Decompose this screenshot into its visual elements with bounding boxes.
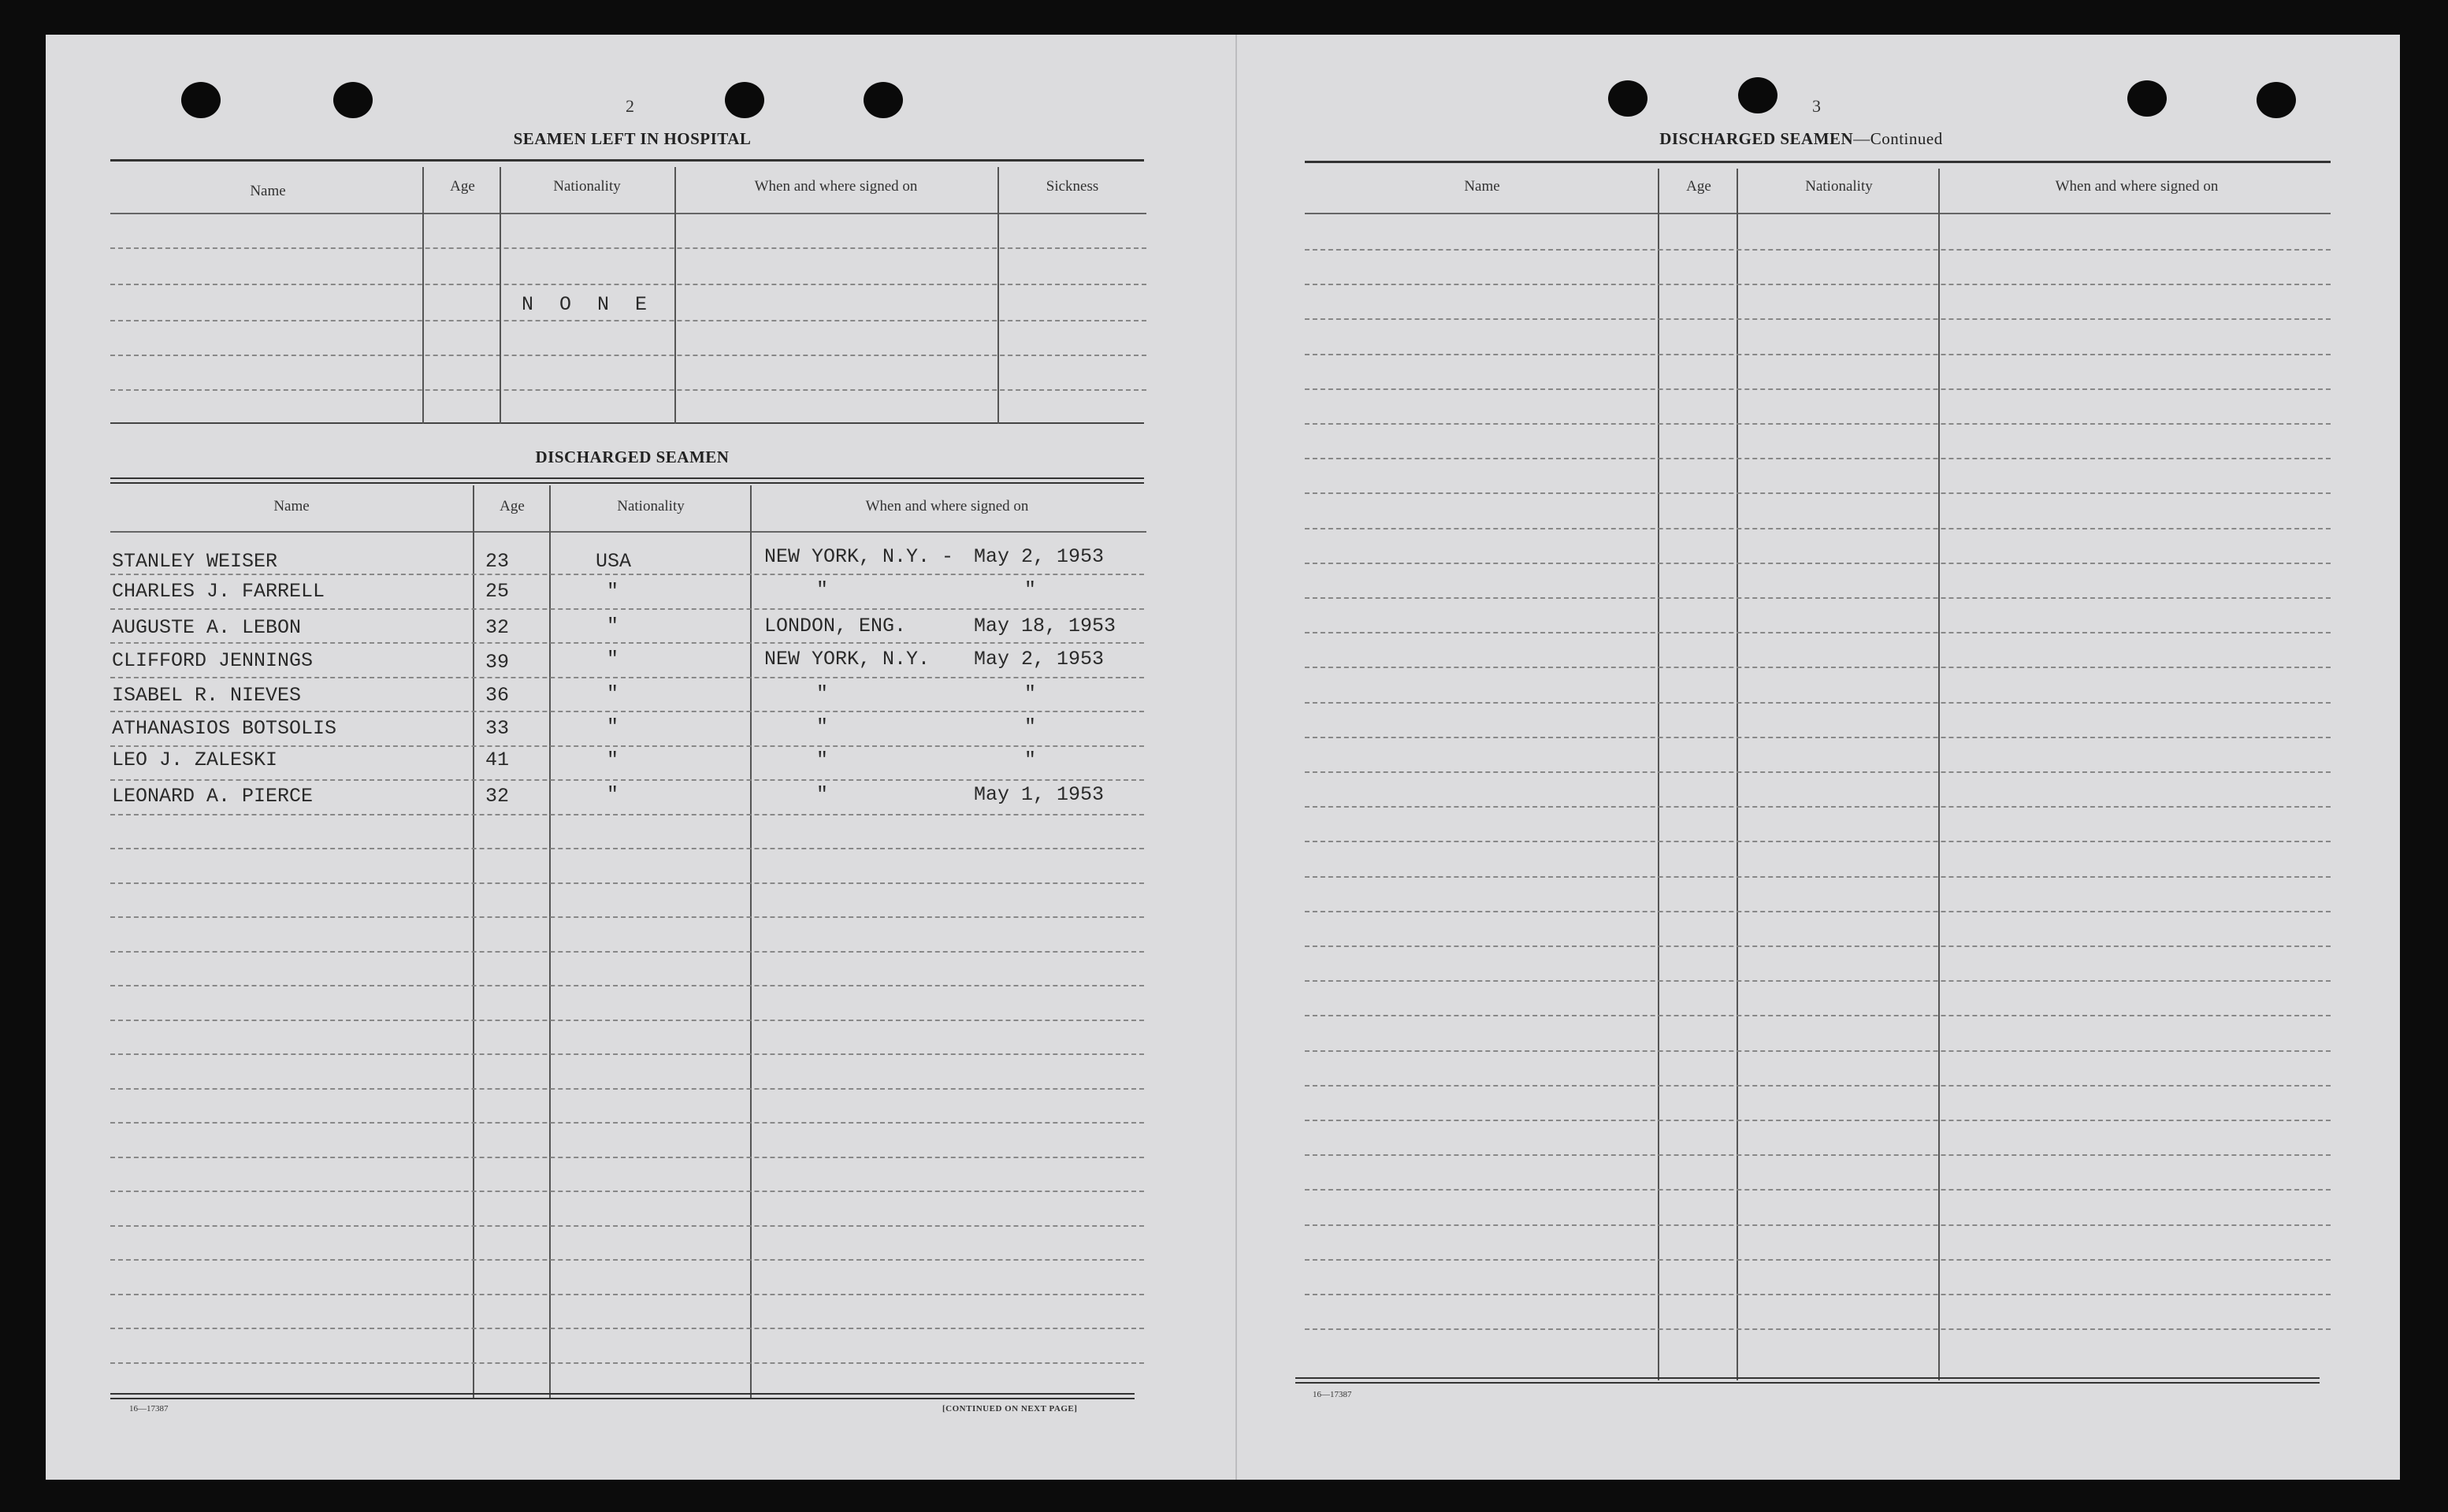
ruled-line: [110, 1020, 1144, 1021]
seaman-nationality: ": [607, 783, 619, 806]
ruled-line: [1305, 1154, 2331, 1156]
ruled-line: [110, 848, 1144, 849]
seaman-nationality: ": [607, 749, 619, 771]
discharged-column-divider: [473, 485, 474, 1398]
ruled-line: [1305, 318, 2331, 320]
ruled-line: [110, 677, 1144, 678]
ruled-line: [110, 916, 1144, 918]
ruled-line: [110, 1225, 1144, 1227]
right-column-divider: [1658, 169, 1659, 1380]
hospital-header-rule: [110, 213, 1146, 214]
form-code-right: 16—17387: [1313, 1390, 1352, 1399]
ruled-line: [1305, 1050, 2331, 1052]
hospital-header-nationality: Nationality: [553, 178, 621, 195]
ruled-line: [1305, 945, 2331, 947]
ruled-line: [110, 985, 1144, 986]
page-number-left: 2: [626, 96, 634, 116]
seaman-signed-place: NEW YORK, N.Y.: [764, 648, 931, 671]
seaman-signed-date: ": [1024, 578, 1037, 601]
ruled-line: [1305, 1189, 2331, 1191]
right-bottom-rule: [1295, 1377, 2320, 1384]
hospital-column-divider: [500, 167, 501, 424]
discharged-header-nationality: Nationality: [617, 498, 685, 515]
ruled-line: [110, 574, 1144, 575]
ruled-line: [1305, 806, 2331, 808]
discharged-header-age: Age: [500, 498, 525, 515]
seaman-name: LEO J. ZALESKI: [112, 749, 278, 771]
seaman-name: LEONARD A. PIERCE: [112, 785, 314, 808]
seaman-age: 25: [485, 580, 510, 603]
right-header-nationality: Nationality: [1805, 178, 1873, 195]
ruled-line: [1305, 1120, 2331, 1121]
hospital-entry-none: N O N E: [522, 293, 655, 316]
ruled-line: [1305, 1328, 2331, 1330]
right-section-title-continued: —Continued: [1853, 129, 1943, 148]
ruled-line: [110, 1362, 1144, 1364]
seaman-age: 41: [485, 749, 510, 771]
ruled-line: [1305, 1085, 2331, 1087]
ruled-line: [110, 882, 1144, 884]
discharged-column-divider: [750, 485, 752, 1398]
ruled-line: [1305, 1224, 2331, 1226]
seaman-signed-date: ": [1024, 715, 1037, 738]
seaman-nationality: ": [607, 682, 619, 705]
ruled-line: [110, 814, 1144, 815]
right-header-rule: [1305, 213, 2331, 214]
right-section-title-main: DISCHARGED SEAMEN: [1659, 129, 1854, 148]
hospital-top-rule: [110, 159, 1144, 162]
seaman-age: 23: [485, 550, 510, 573]
hospital-row-line: [110, 284, 1146, 285]
seaman-age: 36: [485, 684, 510, 707]
seaman-signed-place: ": [816, 783, 829, 806]
seaman-nationality: ": [607, 615, 619, 637]
ruled-line: [1305, 632, 2331, 633]
seaman-signed-date: ": [1024, 749, 1037, 771]
ruled-line: [1305, 1294, 2331, 1295]
seaman-signed-place: ": [816, 682, 829, 705]
ruled-line: [1305, 771, 2331, 773]
punch-hole: [2127, 80, 2167, 117]
seaman-signed-place: ": [816, 715, 829, 738]
ruled-line: [1305, 841, 2331, 842]
ruled-line: [1305, 528, 2331, 529]
right-header-age: Age: [1686, 178, 1711, 195]
ruled-line: [1305, 702, 2331, 704]
discharged-top-rule: [110, 477, 1144, 484]
ruled-line: [110, 1053, 1144, 1055]
seaman-name: CHARLES J. FARRELL: [112, 580, 325, 603]
ruled-line: [1305, 423, 2331, 425]
ruled-line: [1305, 284, 2331, 285]
right-top-rule: [1305, 161, 2331, 163]
ruled-line: [110, 1157, 1144, 1158]
ruled-line: [110, 1259, 1144, 1261]
hospital-header-name: Name: [250, 183, 286, 199]
ruled-line: [110, 1294, 1144, 1295]
ruled-line: [1305, 667, 2331, 668]
ruled-line: [110, 608, 1144, 610]
ruled-line: [110, 745, 1144, 747]
punch-hole: [1608, 80, 1647, 117]
seaman-signed-place: NEW YORK, N.Y. -: [764, 545, 954, 568]
ruled-line: [1305, 911, 2331, 912]
hospital-row-line: [110, 320, 1146, 321]
seaman-name: ATHANASIOS BOTSOLIS: [112, 717, 337, 740]
seaman-age: 39: [485, 651, 510, 674]
punch-hole: [333, 82, 373, 118]
ruled-line: [110, 951, 1144, 953]
seaman-age: 33: [485, 717, 510, 740]
hospital-row-line: [110, 247, 1146, 249]
seaman-signed-date: ": [1024, 682, 1037, 705]
right-column-divider: [1938, 169, 1940, 1380]
seaman-age: 32: [485, 616, 510, 639]
discharged-bottom-rule: [110, 1393, 1135, 1399]
seaman-name: STANLEY WEISER: [112, 550, 278, 573]
seaman-signed-date: May 2, 1953: [974, 648, 1105, 671]
ruled-line: [1305, 876, 2331, 878]
seaman-name: AUGUSTE A. LEBON: [112, 616, 302, 639]
seaman-nationality: USA: [596, 550, 632, 573]
discharged-column-divider: [549, 485, 551, 1398]
discharged-header-name: Name: [273, 498, 310, 515]
seaman-name: ISABEL R. NIEVES: [112, 684, 302, 707]
punch-hole: [2257, 82, 2296, 118]
hospital-header-age: Age: [450, 178, 475, 195]
ruled-line: [1305, 1015, 2331, 1016]
ruled-line: [110, 1328, 1144, 1329]
ruled-line: [1305, 354, 2331, 355]
punch-hole: [725, 82, 764, 118]
ruled-line: [1305, 388, 2331, 390]
ruled-line: [1305, 980, 2331, 982]
ruled-line: [1305, 492, 2331, 494]
ruled-line: [1305, 597, 2331, 599]
hospital-column-divider: [997, 167, 999, 424]
seaman-signed-date: May 1, 1953: [974, 783, 1105, 806]
discharged-header-rule: [110, 531, 1146, 533]
ruled-line: [1305, 1259, 2331, 1261]
seaman-nationality: ": [607, 648, 619, 671]
ruled-line: [110, 1122, 1144, 1124]
hospital-bottom-rule: [110, 422, 1144, 424]
seaman-nationality: ": [607, 580, 619, 603]
ruled-line: [110, 1191, 1144, 1192]
discharged-header-signed-on: When and where signed on: [865, 498, 1029, 515]
seaman-name: CLIFFORD JENNINGS: [112, 649, 314, 672]
page-number-right: 3: [1812, 96, 1821, 116]
right-section-title: [1306, 129, 2296, 149]
hospital-header-sickness: Sickness: [1046, 178, 1099, 195]
punch-hole: [181, 82, 221, 118]
continued-note: [CONTINUED ON NEXT PAGE]: [942, 1404, 1078, 1414]
hospital-row-line: [110, 389, 1146, 391]
right-column-divider: [1737, 169, 1738, 1380]
right-header-name: Name: [1464, 178, 1500, 195]
ruled-line: [1305, 563, 2331, 564]
punch-hole: [1738, 77, 1777, 113]
punch-hole: [864, 82, 903, 118]
ruled-line: [110, 1088, 1144, 1090]
ruled-line: [110, 642, 1144, 644]
right-header-signed-on: When and where signed on: [2055, 178, 2219, 195]
ruled-line: [110, 711, 1144, 712]
form-code-left: 16—17387: [129, 1404, 169, 1414]
seaman-nationality: ": [607, 715, 619, 738]
ruled-line: [110, 779, 1144, 781]
seaman-signed-date: May 2, 1953: [974, 545, 1105, 568]
seaman-signed-place: ": [816, 578, 829, 601]
page-fold: [1235, 35, 1237, 1480]
ruled-line: [1305, 249, 2331, 251]
hospital-row-line: [110, 355, 1146, 356]
hospital-section-title: SEAMEN LEFT IN HOSPITAL: [513, 129, 752, 148]
form-sheet: [46, 35, 2400, 1480]
hospital-header-signed-on: When and where signed on: [754, 178, 918, 195]
seaman-signed-place: ": [816, 749, 829, 771]
hospital-column-divider: [674, 167, 676, 424]
ruled-line: [1305, 737, 2331, 738]
hospital-column-divider: [422, 167, 424, 424]
seaman-signed-place: LONDON, ENG.: [764, 615, 907, 637]
seaman-signed-date: May 18, 1953: [974, 615, 1116, 637]
discharged-section-title: DISCHARGED SEAMEN: [535, 448, 730, 466]
seaman-age: 32: [485, 785, 510, 808]
ruled-line: [1305, 458, 2331, 459]
